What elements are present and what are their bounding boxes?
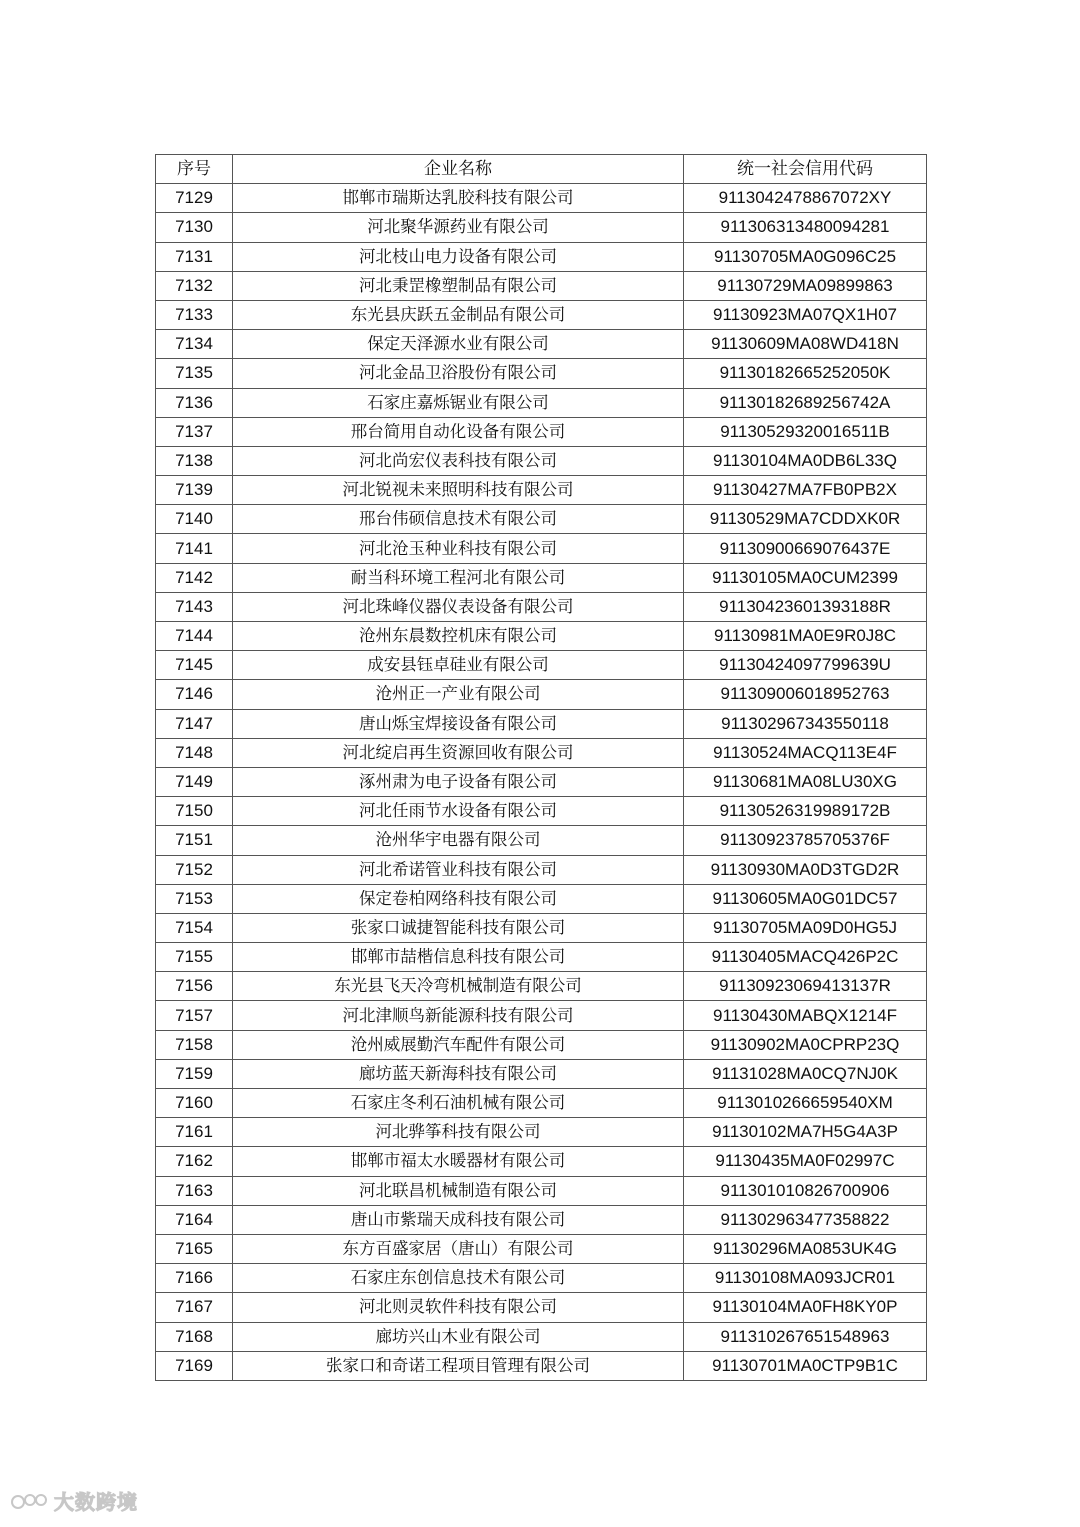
cell-name: 邯郸市喆楷信息科技有限公司 <box>233 943 684 972</box>
table-row <box>156 446 927 475</box>
cell-name: 河北津顺鸟新能源科技有限公司 <box>233 1001 684 1030</box>
cell-name: 邯郸市福太水暖器材有限公司 <box>233 1147 684 1176</box>
table-row <box>156 505 927 534</box>
cell-seq: 7136 <box>156 388 233 417</box>
cell-seq: 7129 <box>156 184 233 213</box>
table-row <box>156 300 927 329</box>
cell-seq: 7167 <box>156 1293 233 1322</box>
cell-code: 91130526319989172B <box>684 797 927 826</box>
cell-code: 91130108MA093JCR01 <box>684 1264 927 1293</box>
cell-code: 91130105MA0CUM2399 <box>684 563 927 592</box>
table-row <box>156 476 927 505</box>
cell-code: 91130923785705376F <box>684 826 927 855</box>
table-row <box>156 1059 927 1088</box>
cell-code: 91130981MA0E9R0J8C <box>684 622 927 651</box>
cell-code: 91130529MA7CDDXK0R <box>684 505 927 534</box>
cell-seq: 7157 <box>156 1001 233 1030</box>
table-row <box>156 709 927 738</box>
cell-name: 廊坊兴山木业有限公司 <box>233 1322 684 1351</box>
cell-code: 91130104MA0FH8KY0P <box>684 1293 927 1322</box>
cell-name: 石家庄嘉烁锯业有限公司 <box>233 388 684 417</box>
cell-code: 91130430MABQX1214F <box>684 1001 927 1030</box>
cell-seq: 7146 <box>156 680 233 709</box>
cell-seq: 7137 <box>156 417 233 446</box>
cell-code: 9113010266659540XM <box>684 1089 927 1118</box>
cell-name: 沧州东晨数控机床有限公司 <box>233 622 684 651</box>
cell-code: 91130104MA0DB6L33Q <box>684 446 927 475</box>
cell-code: 9113042478867072XY <box>684 184 927 213</box>
cell-seq: 7153 <box>156 884 233 913</box>
cell-seq: 7169 <box>156 1351 233 1380</box>
cell-name: 唐山烁宝焊接设备有限公司 <box>233 709 684 738</box>
table-row <box>156 797 927 826</box>
cell-code: 91130435MA0F02997C <box>684 1147 927 1176</box>
table-row <box>156 855 927 884</box>
table-header-row <box>156 155 927 184</box>
cell-name: 沧州正一产业有限公司 <box>233 680 684 709</box>
cell-code: 91130182665252050K <box>684 359 927 388</box>
cell-name: 河北锐视未来照明科技有限公司 <box>233 476 684 505</box>
cell-name: 河北希诺管业科技有限公司 <box>233 855 684 884</box>
table-row <box>156 884 927 913</box>
cell-code: 911302967343550118 <box>684 709 927 738</box>
cell-name: 邯郸市瑞斯达乳胶科技有限公司 <box>233 184 684 213</box>
enterprise-table <box>155 154 927 1381</box>
table-row <box>156 271 927 300</box>
header-name: 企业名称 <box>233 155 684 184</box>
cell-code: 91130424097799639U <box>684 651 927 680</box>
cell-seq: 7142 <box>156 563 233 592</box>
cell-seq: 7145 <box>156 651 233 680</box>
cell-seq: 7165 <box>156 1234 233 1263</box>
cell-code: 911309006018952763 <box>684 680 927 709</box>
cell-code: 91131028MA0CQ7NJ0K <box>684 1059 927 1088</box>
cell-seq: 7147 <box>156 709 233 738</box>
cell-seq: 7159 <box>156 1059 233 1088</box>
cell-seq: 7164 <box>156 1205 233 1234</box>
table-row <box>156 359 927 388</box>
cell-code: 91130705MA0G096C25 <box>684 242 927 271</box>
cell-name: 石家庄冬利石油机械有限公司 <box>233 1089 684 1118</box>
cell-seq: 7139 <box>156 476 233 505</box>
cell-name: 唐山市紫瑞天成科技有限公司 <box>233 1205 684 1234</box>
cell-seq: 7143 <box>156 592 233 621</box>
table-row <box>156 972 927 1001</box>
cell-seq: 7140 <box>156 505 233 534</box>
cell-name: 河北则灵软件科技有限公司 <box>233 1293 684 1322</box>
cell-seq: 7148 <box>156 738 233 767</box>
cell-seq: 7166 <box>156 1264 233 1293</box>
table-row <box>156 943 927 972</box>
table-row <box>156 1118 927 1147</box>
cell-code: 91130930MA0D3TGD2R <box>684 855 927 884</box>
watermark-text: 大数跨境 <box>54 1490 138 1514</box>
cell-name: 东方百盛家居（唐山）有限公司 <box>233 1234 684 1263</box>
cell-code: 91130182689256742A <box>684 388 927 417</box>
cell-code: 91130681MA08LU30XG <box>684 767 927 796</box>
watermark <box>10 1486 138 1515</box>
table-row <box>156 242 927 271</box>
cell-name: 石家庄东创信息技术有限公司 <box>233 1264 684 1293</box>
cell-seq: 7149 <box>156 767 233 796</box>
table-row <box>156 826 927 855</box>
cell-seq: 7156 <box>156 972 233 1001</box>
cell-code: 91130701MA0CTP9B1C <box>684 1351 927 1380</box>
cell-name: 邢台伟硕信息技术有限公司 <box>233 505 684 534</box>
table-row <box>156 738 927 767</box>
cell-name: 沧州华宇电器有限公司 <box>233 826 684 855</box>
cell-seq: 7141 <box>156 534 233 563</box>
table-row <box>156 1351 927 1380</box>
cell-name: 河北秉罡橡塑制品有限公司 <box>233 271 684 300</box>
cell-name: 邢台简用自动化设备有限公司 <box>233 417 684 446</box>
cell-seq: 7131 <box>156 242 233 271</box>
cell-name: 河北珠峰仪器仪表设备有限公司 <box>233 592 684 621</box>
table-body <box>156 184 927 1381</box>
cell-seq: 7134 <box>156 330 233 359</box>
cell-seq: 7162 <box>156 1147 233 1176</box>
cell-name: 河北任雨节水设备有限公司 <box>233 797 684 826</box>
cell-code: 91130524MACQ113E4F <box>684 738 927 767</box>
cell-name: 河北绽启再生资源回收有限公司 <box>233 738 684 767</box>
table-row <box>156 1001 927 1030</box>
cell-code: 91130296MA0853UK4G <box>684 1234 927 1263</box>
cell-name: 耐当科环境工程河北有限公司 <box>233 563 684 592</box>
cell-code: 91130529320016511B <box>684 417 927 446</box>
table-row <box>156 534 927 563</box>
table-row <box>156 1322 927 1351</box>
cell-name: 张家口诚捷智能科技有限公司 <box>233 913 684 942</box>
cell-seq: 7152 <box>156 855 233 884</box>
cell-name: 河北沧玉种业科技有限公司 <box>233 534 684 563</box>
cell-code: 911302963477358822 <box>684 1205 927 1234</box>
table-row <box>156 767 927 796</box>
cell-code: 91130427MA7FB0PB2X <box>684 476 927 505</box>
table-row <box>156 1293 927 1322</box>
cell-seq: 7130 <box>156 213 233 242</box>
cell-name: 河北枝山电力设备有限公司 <box>233 242 684 271</box>
cell-seq: 7158 <box>156 1030 233 1059</box>
cell-name: 河北骅筝科技有限公司 <box>233 1118 684 1147</box>
cell-seq: 7144 <box>156 622 233 651</box>
table-row <box>156 1089 927 1118</box>
cell-seq: 7161 <box>156 1118 233 1147</box>
cell-seq: 7160 <box>156 1089 233 1118</box>
cell-seq: 7135 <box>156 359 233 388</box>
cell-code: 91130923MA07QX1H07 <box>684 300 927 329</box>
table-row <box>156 1147 927 1176</box>
cell-code: 91130902MA0CPRP23Q <box>684 1030 927 1059</box>
cell-name: 东光县庆跃五金制品有限公司 <box>233 300 684 329</box>
logo-icon <box>10 1490 48 1512</box>
cell-name: 河北金品卫浴股份有限公司 <box>233 359 684 388</box>
table-row <box>156 1205 927 1234</box>
table-row <box>156 1176 927 1205</box>
table-row <box>156 213 927 242</box>
table-row <box>156 563 927 592</box>
table-row <box>156 184 927 213</box>
cell-name: 张家口和奇诺工程项目管理有限公司 <box>233 1351 684 1380</box>
cell-name: 涿州肃为电子设备有限公司 <box>233 767 684 796</box>
cell-seq: 7168 <box>156 1322 233 1351</box>
table-row <box>156 1030 927 1059</box>
table-row <box>156 1264 927 1293</box>
table-row <box>156 417 927 446</box>
cell-seq: 7132 <box>156 271 233 300</box>
cell-seq: 7138 <box>156 446 233 475</box>
cell-seq: 7154 <box>156 913 233 942</box>
cell-code: 911301010826700906 <box>684 1176 927 1205</box>
table-row <box>156 330 927 359</box>
table-row <box>156 1234 927 1263</box>
table-row <box>156 680 927 709</box>
cell-name: 河北尚宏仪表科技有限公司 <box>233 446 684 475</box>
cell-code: 91130705MA09D0HG5J <box>684 913 927 942</box>
cell-code: 911306313480094281 <box>684 213 927 242</box>
cell-name: 河北聚华源药业有限公司 <box>233 213 684 242</box>
cell-code: 91130102MA7H5G4A3P <box>684 1118 927 1147</box>
cell-code: 911310267651548963 <box>684 1322 927 1351</box>
cell-name: 保定天泽源水业有限公司 <box>233 330 684 359</box>
cell-name: 保定卷柏网络科技有限公司 <box>233 884 684 913</box>
table-row <box>156 592 927 621</box>
cell-seq: 7151 <box>156 826 233 855</box>
cell-name: 东光县飞天冷弯机械制造有限公司 <box>233 972 684 1001</box>
cell-name: 廊坊蓝天新海科技有限公司 <box>233 1059 684 1088</box>
cell-seq: 7155 <box>156 943 233 972</box>
cell-name: 成安县钰卓硅业有限公司 <box>233 651 684 680</box>
cell-name: 河北联昌机械制造有限公司 <box>233 1176 684 1205</box>
cell-seq: 7150 <box>156 797 233 826</box>
cell-seq: 7133 <box>156 300 233 329</box>
cell-code: 91130923069413137R <box>684 972 927 1001</box>
table-row <box>156 913 927 942</box>
header-code: 统一社会信用代码 <box>684 155 927 184</box>
cell-code: 91130900669076437E <box>684 534 927 563</box>
table-row <box>156 622 927 651</box>
table-row <box>156 651 927 680</box>
cell-code: 91130729MA09899863 <box>684 271 927 300</box>
cell-code: 91130609MA08WD418N <box>684 330 927 359</box>
header-seq: 序号 <box>156 155 233 184</box>
cell-code: 91130423601393188R <box>684 592 927 621</box>
table-row <box>156 388 927 417</box>
cell-name: 沧州威展勤汽车配件有限公司 <box>233 1030 684 1059</box>
cell-code: 91130405MACQ426P2C <box>684 943 927 972</box>
cell-seq: 7163 <box>156 1176 233 1205</box>
cell-code: 91130605MA0G01DC57 <box>684 884 927 913</box>
